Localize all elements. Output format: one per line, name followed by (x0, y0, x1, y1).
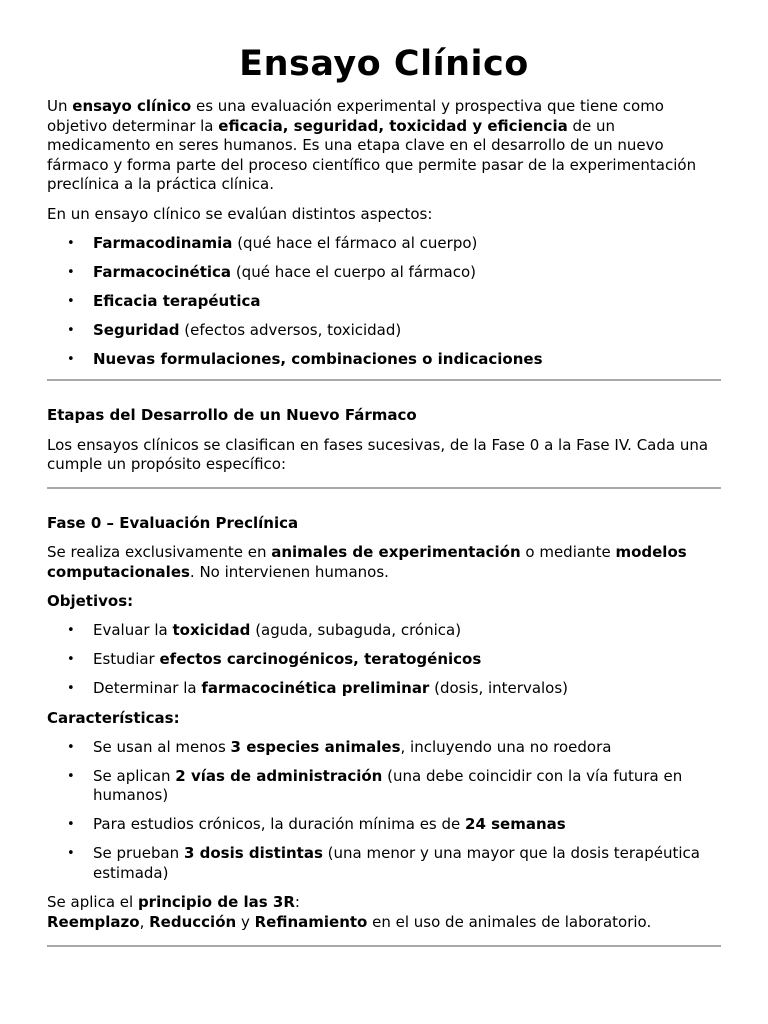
bullet-icon: • (67, 623, 75, 638)
aspect-rest: (qué hace el fármaco al cuerpo) (232, 233, 478, 252)
list-item (47, 767, 721, 806)
objective-bold: farmacocinética preliminar (201, 679, 430, 697)
objective-bold: toxicidad (172, 621, 251, 639)
list-item (47, 350, 721, 370)
intro-text-2: es una evaluación experimental y prospectiva que tiene como objetivo determinar la (47, 97, 664, 135)
principle-text-4: y (236, 912, 255, 931)
principle-text-2: : (294, 893, 300, 911)
objective-pre: Determinar la (93, 679, 202, 697)
objective-pre: Evaluar la (93, 621, 173, 639)
stages-paragraph: Los ensayos clínicos se clasifican en fases sucesivas, de la Fase 0 a la Fase IV. Cada una cumple un propósito específico: (47, 435, 709, 473)
list-item (47, 321, 721, 341)
desc-text-1: Se realiza exclusivamente en (47, 543, 272, 561)
characteristic-pre: Para estudios crónicos, la duración mínima es de (93, 815, 466, 833)
intro-text-3: de un medicamento en seres humanos. Es una etapa clave en el desarrollo de un nuevo fármaco y forma parte del proceso científico que permite pasar de la experimentación preclínica a la práctica clínica. (47, 116, 697, 193)
section-divider (47, 945, 721, 947)
bullet-icon: • (67, 652, 75, 667)
page-title: Ensayo Clínico (239, 44, 529, 84)
list-item (47, 234, 721, 254)
objective-bold: efectos carcinogénicos, teratogénicos (159, 650, 482, 668)
aspect-bold: Farmacocinética (93, 262, 232, 281)
objective-rest: (aguda, subaguda, crónica) (250, 621, 462, 639)
objectives-label: Objetivos: (47, 592, 134, 610)
characteristic-pre: Se aplican (93, 766, 176, 785)
bullet-icon: • (67, 264, 75, 280)
characteristic-bold: 3 dosis distintas (183, 844, 323, 862)
desc-text-3: . No intervienen humanos. (189, 562, 389, 581)
list-item (47, 844, 721, 883)
list-item (47, 738, 721, 758)
section-divider (47, 379, 721, 381)
bullet-icon: • (67, 739, 75, 755)
principle-bold-1: principio de las 3R (137, 893, 295, 911)
bullet-icon: • (67, 768, 75, 784)
objective-pre: Estudiar (93, 650, 160, 668)
stages-heading-text: Etapas del Desarrollo de un Nuevo Fármaco (47, 406, 417, 424)
bullet-icon: • (67, 817, 75, 832)
section-divider (47, 487, 721, 489)
desc-bold-1: animales de experimentación (271, 543, 521, 561)
list-item (47, 621, 721, 641)
list-item (47, 679, 721, 699)
intro-text-1: Un (47, 97, 73, 115)
bullet-icon: • (67, 681, 75, 696)
principle-text-5: en el uso de animales de laboratorio. (367, 912, 652, 931)
principle-text-1: Se aplica el (47, 893, 138, 911)
bullet-icon: • (67, 293, 75, 309)
aspect-bold: Seguridad (93, 320, 180, 339)
list-item (47, 263, 721, 283)
phase0-heading-text: Fase 0 – Evaluación Preclínica (47, 513, 299, 532)
aspect-rest: (efectos adversos, toxicidad) (179, 320, 402, 339)
characteristic-bold: 24 semanas (465, 815, 566, 833)
principle-bold-2: Reemplazo (47, 912, 140, 931)
phase0-description (47, 543, 721, 582)
bullet-icon: • (67, 846, 75, 861)
characteristic-rest: (una debe coincidir con la vía futura en humanos) (93, 766, 683, 804)
list-item (47, 650, 721, 670)
list-item (47, 292, 721, 312)
intro-bold-2: eficacia, seguridad, toxicidad y eficiencia (218, 116, 568, 135)
aspect-bold: Eficacia terapéutica (93, 291, 261, 310)
aspects-lead: En un ensayo clínico se evalúan distintos aspectos: (47, 204, 433, 223)
list-item (47, 815, 721, 835)
characteristics-label: Características: (47, 708, 180, 727)
aspect-rest: (qué hace el cuerpo al fármaco) (231, 262, 476, 281)
document-page (47, 0, 721, 947)
bullet-icon: • (67, 235, 75, 251)
objectives-list (47, 621, 721, 699)
principle-text-3: , (139, 912, 150, 931)
desc-bold-2: modelos computacionales (47, 543, 687, 581)
principle-bold-3: Reducción (149, 912, 237, 931)
intro-bold-1: ensayo clínico (72, 97, 192, 115)
stages-heading (47, 406, 721, 426)
aspects-list (47, 234, 721, 370)
characteristic-pre: Se prueban (93, 844, 184, 862)
characteristic-bold: 3 especies animales (230, 737, 401, 756)
phase0-heading (47, 514, 721, 534)
intro-paragraph (47, 97, 721, 195)
characteristic-bold: 2 vías de administración (175, 766, 383, 785)
desc-text-2: o mediante (520, 543, 616, 561)
principle-paragraph (47, 893, 721, 932)
aspect-bold: Farmacodinamia (93, 233, 233, 252)
principle-bold-4: Refinamiento (254, 912, 368, 931)
bullet-icon: • (67, 351, 75, 367)
aspect-bold: Nuevas formulaciones, combinaciones o indicaciones (93, 349, 543, 368)
bullet-icon: • (67, 322, 75, 338)
characteristic-rest: , incluyendo una no roedora (400, 737, 612, 756)
characteristic-rest: (una menor y una mayor que la dosis terapéutica estimada) (93, 844, 700, 882)
characteristics-list (47, 738, 721, 884)
objective-rest: (dosis, intervalos) (429, 679, 569, 697)
characteristic-pre: Se usan al menos (93, 737, 231, 756)
